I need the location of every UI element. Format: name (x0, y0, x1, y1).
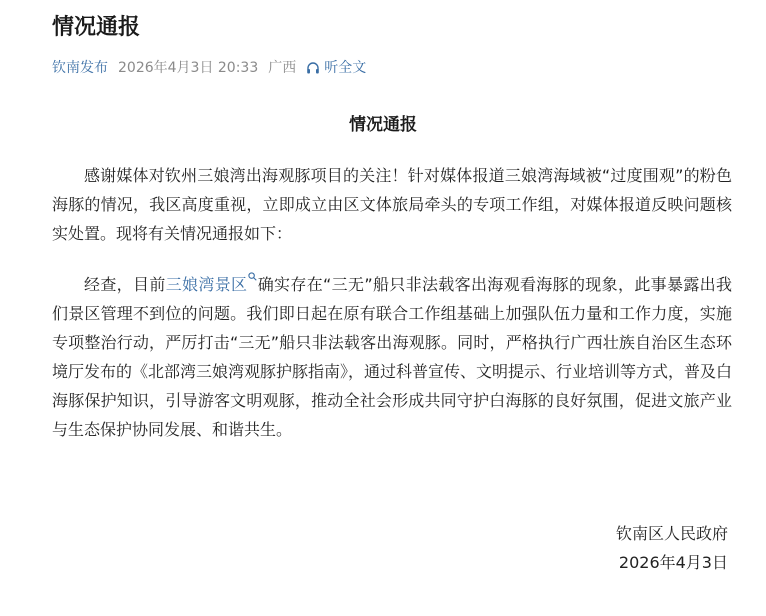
headphones-icon (306, 61, 320, 75)
paragraph-intro: 感谢媒体对钦州三娘湾出海观豚项目的关注！针对媒体报道三娘湾海域被“过度围观”的粉色海豚的情况，我区高度重视，立即成立由区文体旅局牵头的专项工作组，对媒体报道反映问题核实处置。现将有关情况通报如下： (52, 166, 732, 243)
signature-block (616, 519, 728, 577)
paragraph-findings-lead: 经查，目前 (84, 275, 166, 294)
paragraph-findings (52, 270, 732, 444)
region-label: 广西 (268, 60, 297, 76)
publish-time: 2026年4月3日 20:33 (118, 60, 259, 76)
scenic-area-link-text: 三娘湾景区 (165, 275, 248, 294)
paragraph-findings-body: 确实存在“三无”船只非法载客出海观看海豚的现象，此事暴露出我们景区管理不到位的问题。我们即日起在原有联合工作组基础上加强队伍力量和工作力度，实施专项整治行动，严厉打击“三无”船只非法载客出海观豚。同时，严格执行广西壮族自治区生态环境厅发布的《北部湾三娘湾观豚护豚指南》，通过科普宣传、文明提示、行业培训等方式，普及白海豚保护知识，引导游客文明观豚，推动全社会形成共同守护白海豚的良好氛围，促进文旅产业与生态保护协同发展、和谐共生。 (52, 275, 733, 439)
article-meta (52, 57, 366, 79)
scenic-area-link[interactable] (166, 275, 258, 294)
listen-button[interactable] (306, 57, 366, 79)
listen-label: 听全文 (324, 60, 367, 76)
document-heading: 情况通报 (349, 115, 417, 135)
page-title: 情况通报 (52, 15, 141, 40)
signature-organization: 钦南区人民政府 (615, 524, 728, 543)
signature-date: 2026年4月3日 (618, 553, 728, 572)
source-link[interactable]: 钦南发布 (52, 60, 108, 76)
